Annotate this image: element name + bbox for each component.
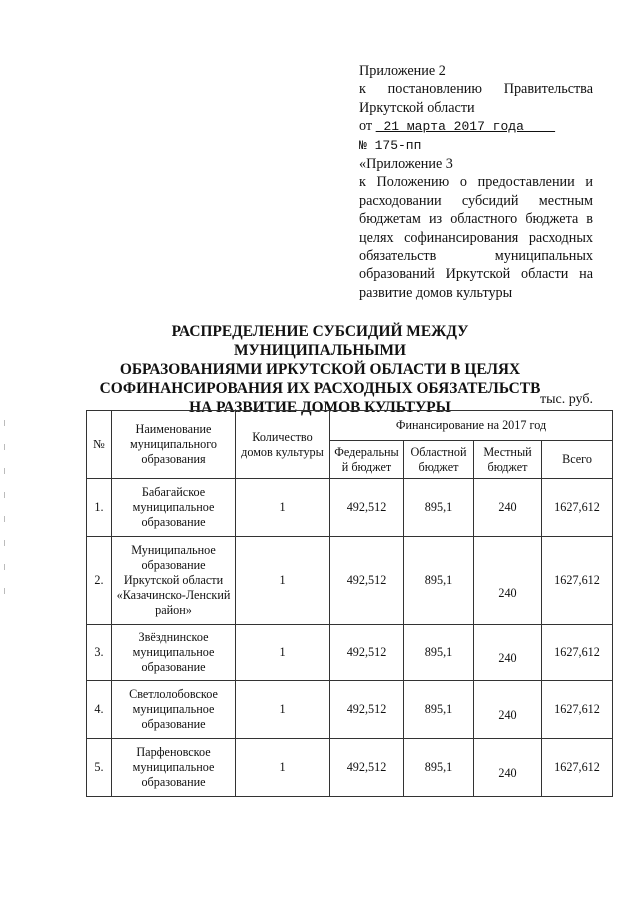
appendix-header xyxy=(359,62,593,302)
row-regional: 895,1 xyxy=(404,681,474,739)
appendix-text-6: образований Иркутской области на xyxy=(359,266,593,283)
row-name: Муниципальное образование Иркутской области «Казачинско-Ленский район» xyxy=(112,537,236,625)
row-regional: 895,1 xyxy=(404,537,474,625)
row-federal: 492,512 xyxy=(330,739,404,797)
appendix-number: Приложение 2 xyxy=(359,63,446,79)
row-federal: 492,512 xyxy=(330,681,404,739)
appendix-date: 21 марта 2017 года xyxy=(375,119,556,135)
header-local: Местный бюджет xyxy=(474,441,542,479)
row-count: 1 xyxy=(236,625,330,681)
row-num: 2. xyxy=(87,537,112,625)
scan-edge-marks xyxy=(4,420,7,620)
table-row xyxy=(87,537,613,625)
row-regional: 895,1 xyxy=(404,479,474,537)
title-line-1: РАСПРЕДЕЛЕНИЕ СУБСИДИЙ МЕЖДУ МУНИЦИПАЛЬНЫМИ xyxy=(171,323,469,359)
row-count: 1 xyxy=(236,739,330,797)
row-name: Бабагайское муниципальное образование xyxy=(112,479,236,537)
row-num: 1. xyxy=(87,479,112,537)
row-total: 1627,612 xyxy=(542,537,613,625)
appendix-text-3: бюджетам из областного бюджета в xyxy=(359,211,593,228)
title-line-2: ОБРАЗОВАНИЯМИ ИРКУТСКОЙ ОБЛАСТИ В ЦЕЛЯХ xyxy=(119,361,521,378)
header-total: Всего xyxy=(542,441,613,479)
table-row xyxy=(87,739,613,797)
appendix-text-5: обязательств муниципальных xyxy=(359,248,593,265)
row-name: Звёзднинское муниципальное образование xyxy=(112,625,236,681)
row-count: 1 xyxy=(236,681,330,739)
appendix-inner-number: «Приложение 3 xyxy=(359,156,453,173)
appendix-date-line xyxy=(359,117,593,136)
header-num: № xyxy=(87,411,112,479)
row-federal: 492,512 xyxy=(330,537,404,625)
row-total: 1627,612 xyxy=(542,739,613,797)
header-regional: Областной бюджет xyxy=(404,441,474,479)
header-federal: Федеральны й бюджет xyxy=(330,441,404,479)
row-regional: 895,1 xyxy=(404,739,474,797)
title-line-4: НА РАЗВИТИЕ ДОМОВ КУЛЬТУРЫ xyxy=(189,399,451,416)
table-row xyxy=(87,681,613,739)
row-total: 1627,612 xyxy=(542,479,613,537)
row-total: 1627,612 xyxy=(542,625,613,681)
appendix-decree-number: № 175-пп xyxy=(359,137,422,153)
appendix-decree-ref: к постановлению Правительства xyxy=(359,81,593,98)
document-title xyxy=(96,322,544,417)
row-count: 1 xyxy=(236,537,330,625)
header-count: Количество домов культуры xyxy=(236,411,330,479)
appendix-region: Иркутской области xyxy=(359,99,475,116)
appendix-text-1: к Положению о предоставлении и xyxy=(359,174,593,191)
row-name: Светлолобовское муниципальное образование xyxy=(112,681,236,739)
row-local: 240 xyxy=(474,479,542,537)
row-local: 240 xyxy=(474,739,542,797)
appendix-text-7: развитие домов культуры xyxy=(359,284,513,301)
header-name: Наименование муниципального образования xyxy=(112,411,236,479)
row-count: 1 xyxy=(236,479,330,537)
row-local: 240 xyxy=(474,625,542,681)
subsidy-table xyxy=(86,410,613,797)
row-regional: 895,1 xyxy=(404,625,474,681)
table-row xyxy=(87,625,613,681)
row-num: 3. xyxy=(87,625,112,681)
row-name: Парфеновское муниципальное образование xyxy=(112,739,236,797)
row-federal: 492,512 xyxy=(330,479,404,537)
row-num: 5. xyxy=(87,739,112,797)
row-num: 4. xyxy=(87,681,112,739)
appendix-date-prefix: от xyxy=(359,118,373,135)
row-federal: 492,512 xyxy=(330,625,404,681)
appendix-text-2: расходовании субсидий местным xyxy=(359,192,593,209)
row-local: 240 xyxy=(474,537,542,625)
title-line-3: СОФИНАНСИРОВАНИЯ ИХ РАСХОДНЫХ ОБЯЗАТЕЛЬСТВ xyxy=(99,380,541,397)
table-row xyxy=(87,479,613,537)
row-total: 1627,612 xyxy=(542,681,613,739)
units-label: тыс. руб. xyxy=(540,392,593,407)
row-local: 240 xyxy=(474,681,542,739)
appendix-text-4: целях софинансирования расходных xyxy=(359,229,593,246)
header-financing: Финансирование на 2017 год xyxy=(330,411,613,441)
